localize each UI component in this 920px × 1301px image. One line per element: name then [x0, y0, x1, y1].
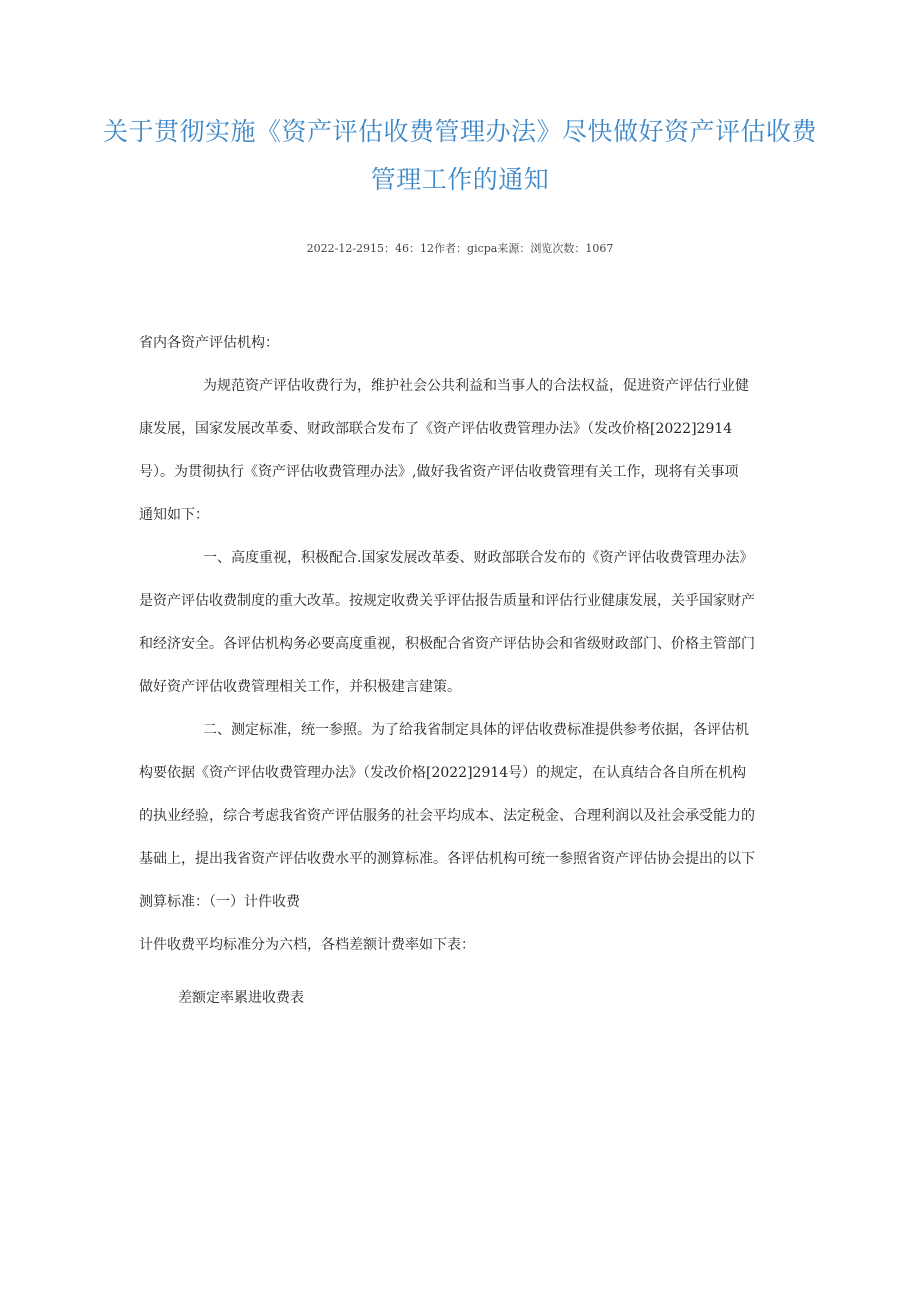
paragraph-line: 测算标准：（一）计件收费: [139, 894, 300, 910]
paragraph-line: 基础上，提出我省资产评估收费水平的测算标准。各评估机构可统一参照省资产评估协会提出的以下: [139, 851, 755, 867]
document-title-line-1: 关于贯彻实施《资产评估收费管理办法》尽快做好资产评估收费: [102, 117, 817, 146]
paragraph-line: 通知如下：: [139, 507, 209, 523]
paragraph-section-2: [139, 709, 799, 924]
paragraph-intro: [139, 365, 799, 537]
paragraph-line: 一、高度重视，积极配合.国家发展改革委、财政部联合发布的《资产评估收费管理办法》: [203, 550, 754, 566]
document-title-line-2: 管理工作的通知: [370, 165, 550, 194]
table-intro: 计件收费平均标准分为六档，各档差额计费率如下表：: [139, 937, 475, 953]
paragraph-line: 为规范资产评估收费行为，维护社会公共利益和当事人的合法权益，促进资产评估行业健: [203, 378, 749, 394]
publish-meta: 2022-12-2915：46：12作者：gicpa来源：浏览次数：1067: [306, 242, 614, 255]
paragraph-line: 是资产评估收费制度的重大改革。按规定收费关乎评估报告质量和评估行业健康发展，关乎国家财产: [139, 593, 755, 609]
paragraph-section-1: [139, 537, 799, 709]
paragraph-line: 构要依据《资产评估收费管理办法》（发改价格[2022]2914号）的规定，在认真结合各自所在机构: [139, 765, 747, 781]
paragraph-line: 号）。为贯彻执行《资产评估收费管理办法》,做好我省资产评估收费管理有关工作，现将有关事项: [139, 464, 739, 480]
paragraph-line: 康发展，国家发展改革委、财政部联合发布了《资产评估收费管理办法》（发改价格[2022]2914: [139, 421, 733, 437]
table-caption: 差额定率累进收费表: [178, 990, 304, 1006]
salutation: 省内各资产评估机构：: [139, 335, 279, 351]
paragraph-line: 做好资产评估收费管理相关工作，并积极建言建策。: [139, 679, 461, 695]
paragraph-line: 二、测定标准，统一参照。为了给我省制定具体的评估收费标准提供参考依据，各评估机: [203, 722, 749, 738]
paragraph-line: 和经济安全。各评估机构务必要高度重视，积极配合省资产评估协会和省级财政部门、价格主管部门: [139, 636, 755, 652]
paragraph-line: 的执业经验，综合考虑我省资产评估服务的社会平均成本、法定税金、合理利润以及社会承受能力的: [139, 808, 755, 824]
